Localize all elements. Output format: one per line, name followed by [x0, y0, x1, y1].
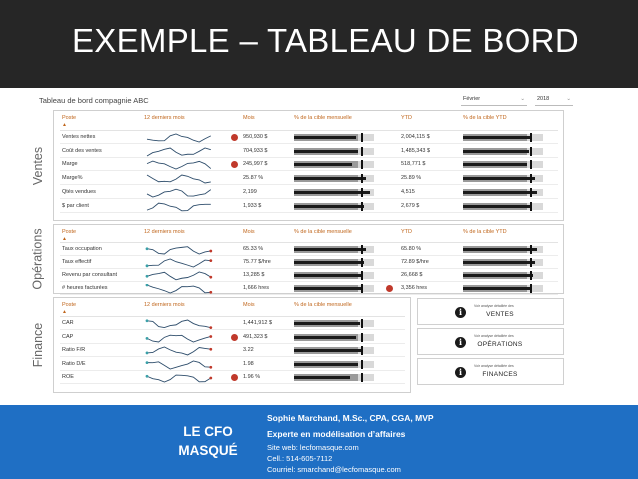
month-value: 75.77 $/hre: [243, 259, 271, 265]
button-caption: Voir analyse détaillée des: [474, 364, 514, 368]
sparkline-path: [147, 361, 211, 369]
column-header: % de la cible mensuelle: [294, 302, 352, 308]
bar-actual: [463, 163, 527, 166]
header-divider: [60, 316, 405, 317]
sparkline: [144, 133, 214, 143]
bar-actual: [463, 261, 535, 264]
bar-actual: [294, 261, 364, 264]
button-label: FINANCES: [482, 371, 518, 378]
month-value: Février: [463, 96, 481, 102]
button-label: OPÉRATIONS: [477, 341, 523, 348]
bar-target-marker: [361, 160, 363, 169]
row-divider: [60, 329, 405, 330]
sparkline-point: [146, 361, 149, 364]
bar-actual: [463, 205, 532, 208]
ytd-value: 2,679 $: [401, 202, 420, 209]
row-label: Ventes nettes: [62, 134, 96, 140]
bar-actual: [463, 274, 533, 277]
row-label: $ par client: [62, 202, 89, 209]
button-caption: Voir analyse détaillée des: [474, 334, 514, 338]
view-details-button-opérations[interactable]: [417, 328, 564, 355]
author-role: Experte en modélisation d’affaires: [267, 429, 406, 439]
dashboard: [28, 88, 612, 404]
sparkline: [144, 346, 214, 356]
column-header: Poste: [62, 115, 77, 121]
row-divider: [60, 184, 558, 185]
bar-actual: [463, 136, 531, 139]
bar-target-marker: [361, 346, 363, 355]
column-header: Poste: [62, 302, 77, 308]
sparkline: [144, 284, 214, 294]
info-icon: i: [455, 307, 466, 318]
sparkline: [144, 319, 214, 329]
bar-actual: [294, 248, 366, 251]
ytd-value: 4,515: [401, 188, 415, 195]
ytd-value: 25.89 %: [401, 175, 422, 182]
month-value: 2,199: [243, 188, 257, 195]
sparkline-point: [146, 247, 149, 250]
bar-target-marker: [361, 174, 363, 183]
column-header: Mois: [243, 229, 255, 235]
email: Courriel: smarchand@lecfomasque.com: [267, 465, 401, 474]
sparkline-path: [147, 161, 211, 169]
bar-target-marker: [530, 258, 532, 267]
bar-target-marker: [361, 373, 363, 382]
bar-actual: [294, 205, 364, 208]
button-label: VENTES: [486, 311, 514, 318]
chevron-down-icon: ⌄: [520, 96, 525, 102]
bar-actual: [463, 248, 537, 251]
month-value: 3.22: [243, 347, 254, 354]
bar-target-marker: [530, 245, 532, 254]
ytd-value: 26,668 $: [401, 272, 423, 278]
sparkline-point: [209, 366, 212, 369]
sparkline: [144, 147, 214, 157]
bar-target-marker: [530, 188, 532, 197]
sparkline-path: [147, 175, 211, 183]
view-details-button-finances[interactable]: [417, 358, 564, 385]
bar-target-marker: [361, 147, 363, 156]
author-name: Sophie Marchand, M.Sc., CPA, CGA, MVP: [267, 413, 434, 423]
chevron-down-icon: ⌄: [566, 96, 571, 102]
column-header: % de la cible mensuelle: [294, 229, 352, 235]
month-value: 245,997 $: [243, 161, 268, 168]
bar-actual: [294, 163, 352, 166]
sparkline-path: [147, 320, 211, 328]
bar-target-marker: [530, 160, 532, 169]
row-label: Ratio D/E: [62, 360, 86, 367]
sparkline-path: [147, 259, 211, 267]
sparkline-path: [147, 134, 211, 142]
sort-arrow-icon[interactable]: ▲: [62, 236, 67, 242]
sparkline-point: [209, 259, 212, 262]
bar-actual: [463, 191, 537, 194]
ytd-value: 72.89 $/hre: [401, 259, 429, 265]
row-divider: [60, 356, 405, 357]
section-label: [28, 110, 48, 221]
row-divider: [60, 370, 405, 371]
sparkline-point: [146, 275, 149, 278]
ytd-value: 1,485,343 $: [401, 147, 431, 154]
row-divider: [60, 170, 558, 171]
month-value: 1,933 $: [243, 202, 262, 209]
section-label-text: Opérations: [31, 228, 45, 290]
ytd-value: 2,004,115 $: [401, 134, 430, 140]
sparkline: [144, 174, 214, 184]
ytd-value: 3,356 hres: [401, 285, 427, 291]
sparkline-path: [147, 285, 211, 293]
column-header: 12 derniers mois: [144, 302, 185, 308]
section-panel: [53, 297, 411, 393]
bar-target-marker: [361, 133, 363, 142]
sort-arrow-icon[interactable]: ▲: [62, 309, 67, 315]
alert-dot-icon: [231, 334, 238, 341]
sparkline-path: [147, 375, 211, 382]
slide-title-bar: [0, 0, 638, 88]
row-label: Ratio F/R: [62, 347, 86, 354]
row-divider: [60, 157, 558, 158]
row-label: CAR: [62, 320, 74, 326]
sparkline-point: [146, 264, 149, 267]
logo-line-2: MASQUÉ: [178, 443, 238, 458]
column-header: Mois: [243, 115, 255, 121]
section-label: [28, 224, 48, 294]
section-panel: [53, 110, 564, 221]
column-header: 12 derniers mois: [144, 115, 185, 121]
sparkline-path: [147, 347, 211, 355]
sparkline: [144, 271, 214, 281]
column-header: 12 derniers mois: [144, 229, 185, 235]
sparkline: [144, 188, 214, 198]
row-divider: [60, 383, 405, 384]
bar-actual: [294, 177, 366, 180]
bar-target-marker: [361, 284, 363, 293]
bar-target-marker: [530, 174, 532, 183]
sparkline-point: [146, 375, 149, 378]
phone: Cell.: 514-605-7112: [267, 454, 333, 463]
month-value: 13,285 $: [243, 272, 265, 278]
sparkline-point: [209, 276, 212, 279]
ytd-value: 518,771 $: [401, 161, 426, 168]
bar-target-marker: [530, 147, 532, 156]
slide-title: EXEMPLE – TABLEAU DE BORD: [72, 22, 579, 59]
sparkline-point: [209, 377, 212, 380]
column-header: % de la cible YTD: [463, 115, 507, 121]
row-divider: [60, 268, 558, 269]
sparkline-point: [209, 250, 212, 253]
bar-actual: [463, 150, 529, 153]
month-value: 491,323 $: [243, 333, 268, 340]
bar-target-marker: [530, 284, 532, 293]
dashboard-title: Tableau de bord compagnie ABC: [39, 96, 149, 105]
bar-target-marker: [530, 202, 532, 211]
bar-actual: [294, 287, 361, 290]
column-header: YTD: [401, 115, 412, 121]
header-divider: [60, 242, 558, 243]
row-label: Marge: [62, 161, 78, 168]
column-header: Mois: [243, 302, 255, 308]
row-label: CAP: [62, 333, 74, 340]
bar-actual: [294, 150, 358, 153]
month-value: 25.87 %: [243, 175, 264, 182]
bar-actual: [463, 287, 532, 290]
month-value: 65.33 %: [243, 246, 264, 252]
row-label: Coût des ventes: [62, 147, 102, 154]
month-value: 1.98: [243, 360, 254, 367]
alert-dot-icon: [231, 134, 238, 141]
bar-target-marker: [530, 271, 532, 280]
month-value: 1.96 %: [243, 374, 261, 381]
row-label: # heures facturées: [62, 285, 108, 291]
row-divider: [60, 343, 405, 344]
header-divider: [60, 130, 558, 131]
sparkline: [144, 202, 214, 212]
section-label: [28, 297, 48, 393]
bar-target-marker: [361, 258, 363, 267]
bar-actual: [294, 322, 360, 325]
ytd-value: 65.80 %: [401, 246, 422, 252]
row-label: ROE: [62, 374, 74, 381]
section-panel: [53, 224, 564, 294]
row-divider: [60, 198, 558, 199]
row-label: Revenu par consultant: [62, 272, 118, 278]
alert-dot-icon: [386, 285, 393, 292]
bar-target-marker: [361, 360, 363, 369]
month-value: 950,930 $: [243, 134, 268, 140]
bar-actual: [294, 136, 356, 139]
sparkline-path: [147, 148, 211, 156]
bar-actual: [294, 376, 350, 379]
bar-actual: [294, 363, 358, 366]
month-value: 704,933 $: [243, 147, 268, 154]
view-details-button-ventes[interactable]: [417, 298, 564, 325]
row-label: Marge%: [62, 175, 83, 182]
sparkline-path: [147, 189, 211, 197]
alert-dot-icon: [231, 374, 238, 381]
sparkline-point: [146, 284, 149, 286]
sparkline: [144, 245, 214, 255]
bar-target-marker: [361, 202, 363, 211]
sparkline-point: [209, 335, 212, 338]
month-value: 1,441,912 $: [243, 320, 273, 326]
section-label-text: Ventes: [31, 146, 46, 185]
sparkline-path: [147, 203, 211, 211]
sparkline: [144, 258, 214, 268]
info-icon: i: [455, 337, 466, 348]
row-divider: [60, 143, 558, 144]
sparkline: [144, 333, 214, 343]
logo: [168, 422, 248, 460]
info-icon: i: [455, 367, 466, 378]
bar-target-marker: [361, 319, 363, 328]
sparkline: [144, 373, 214, 383]
row-divider: [60, 294, 558, 295]
sparkline: [144, 360, 214, 370]
row-divider: [60, 212, 558, 213]
sparkline-path: [147, 335, 211, 342]
column-header: Poste: [62, 229, 77, 235]
year-value: 2018: [537, 96, 550, 102]
month-value: 1,666 hres: [243, 285, 269, 291]
website: Site web: lecfomasque.com: [267, 443, 359, 452]
row-label: Taux occupation: [62, 246, 102, 252]
alert-dot-icon: [231, 161, 238, 168]
row-divider: [60, 255, 558, 256]
bar-target-marker: [361, 188, 363, 197]
bar-actual: [294, 191, 370, 194]
bar-actual: [294, 349, 362, 352]
sparkline-point: [146, 352, 149, 355]
sparkline-point: [209, 348, 212, 351]
bar-target-marker: [361, 245, 363, 254]
sparkline-path: [147, 247, 211, 254]
button-caption: Voir analyse détaillée des: [474, 304, 514, 308]
bar-actual: [294, 274, 363, 277]
column-header: % de la cible YTD: [463, 229, 507, 235]
column-header: YTD: [401, 229, 412, 235]
column-header: % de la cible mensuelle: [294, 115, 352, 121]
bar-target-marker: [530, 133, 532, 142]
year-dropdown[interactable]: [535, 96, 573, 106]
sparkline-path: [147, 272, 211, 280]
footer: [0, 405, 638, 479]
bar-target-marker: [361, 333, 363, 342]
month-dropdown[interactable]: [461, 96, 527, 106]
sparkline-point: [209, 291, 212, 294]
section-label-text: Finance: [31, 322, 46, 368]
bar-target-marker: [361, 271, 363, 280]
row-label: Qtés vendues: [62, 188, 96, 195]
row-divider: [60, 281, 558, 282]
sort-arrow-icon[interactable]: ▲: [62, 122, 67, 128]
sparkline: [144, 160, 214, 170]
bar-actual: [294, 336, 356, 339]
sparkline-point: [146, 337, 149, 340]
logo-line-1: LE CFO: [183, 424, 233, 439]
sparkline-point: [146, 319, 149, 322]
row-label: Taux effectif: [62, 259, 92, 265]
sparkline-point: [209, 326, 212, 329]
bar-actual: [463, 177, 535, 180]
